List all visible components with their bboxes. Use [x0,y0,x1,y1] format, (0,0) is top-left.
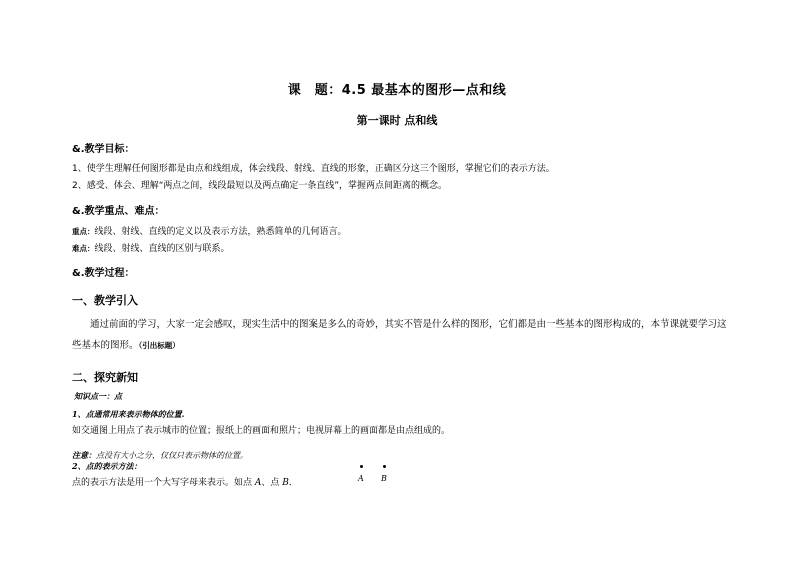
section1-note: （引出标题） [138,341,180,350]
point-a-label: A [358,474,364,483]
keypoint-label: 重点： [72,227,95,236]
note-text: 点没有大小之分，仅仅只表示物体的位置。 [96,451,248,460]
difficulty-label: 难点： [72,244,95,253]
subpoint-2-end: ． [288,478,298,488]
subpoint-1: 1、点通常用来表示物体的位置. [72,409,185,419]
goal-item-1: 1、使学生理解任何图形都是由点和线组成，体会线段、射线、直线的形象，正确区分这三个图形，掌握它们的表示方法。 [72,164,555,174]
difficulty-text: 线段、射线、直线的区别与联系。 [94,244,230,254]
process-heading: &.教学过程： [72,268,135,279]
section1-paragraph [72,314,732,356]
difficulty-item [72,245,230,254]
subpoint-2-text [72,479,298,488]
point-b-dot [383,465,386,468]
point-a-dot [360,465,363,468]
subpoint-2-pre: 点的表示方法是用一个大写字母来表示。如点 [72,478,255,488]
keypoint-text: 线段、射线、直线的定义以及表示方法，熟悉简单的几何语言。 [94,227,347,237]
keypoints-heading: &.教学重点、难点： [72,206,165,217]
goal-item-2: 2、感受、体会、理解“两点之间，线段最短以及两点确定一条直线”，掌握两点间距离的概念。 [72,181,448,191]
keypoint-item-1 [72,228,347,237]
page-subtitle: 第一课时 点和线 [356,114,438,127]
section1-heading: 一、教学引入 [72,294,138,307]
point-b-inline: B [282,478,289,488]
note-label: 注意： [72,450,96,460]
page-title: 课 题：4.5 最基本的图形—点和线 [287,83,507,98]
point-b-label: B [381,474,387,483]
subpoint-2-mid: 、点 [261,478,283,488]
knowledge-point-label: 知识点一：点 [74,391,122,401]
goals-heading: &.教学目标： [72,144,135,155]
section2-heading: 二、探究新知 [72,371,138,384]
section1-text: 通过前面的学习，大家一定会感叹，现实生活中的图案是多么的奇妙，其实不管是什么样的图形，它们都是由一些基本的图形构成的，本节课就要学习这些基本的图形。 [72,319,727,351]
note-line [72,445,248,461]
point-a-inline: A [254,478,262,488]
subpoint-2: 2、点的表示方法： [72,461,142,471]
subpoint-1-text: 如交通图上用点了表示城市的位置；报纸上的画面和照片；电视屏幕上的画面都是由点组成的。 [72,426,451,436]
